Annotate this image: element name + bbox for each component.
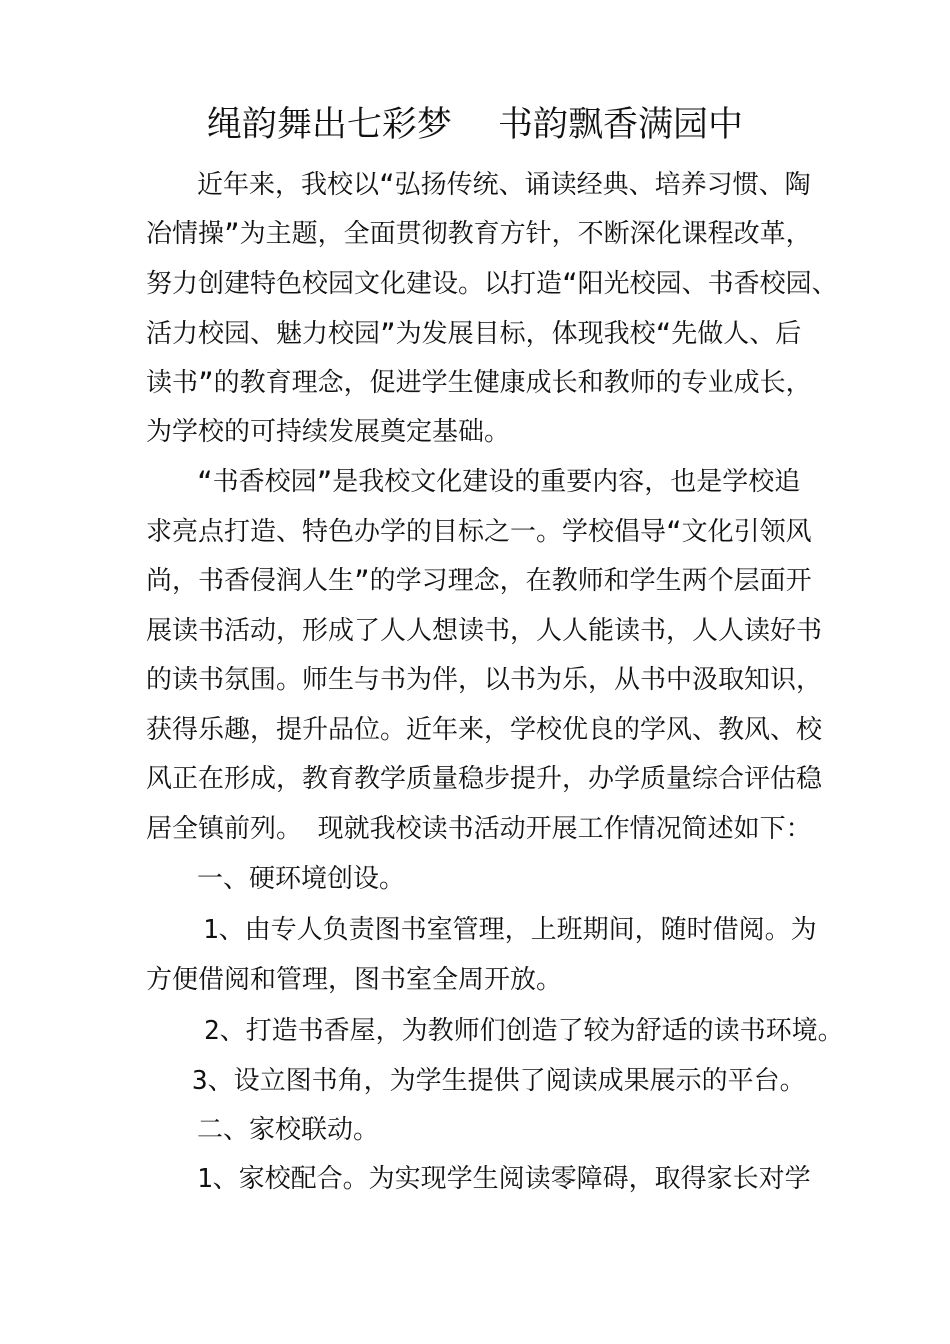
paragraph-line: 风正在形成，教育教学质量稳步提升，办学质量综合评估稳: [146, 764, 823, 794]
section-heading: 二、家校联动。: [197, 1115, 380, 1145]
paragraph-line: 3、设立图书角，为学生提供了阅读成果展示的平台。: [192, 1066, 806, 1096]
paragraph-line: 1、由专人负责图书室管理，上班期间，随时借阅。为: [203, 915, 817, 945]
paragraph-line: 居全镇前列。 现就我校读书活动开展工作情况简述如下：: [146, 814, 812, 844]
paragraph-line: 冶情操”为主题，全面贯彻教育方针，不断深化课程改革，: [146, 219, 812, 249]
paragraph-line: 方便借阅和管理，图书室全周开放。: [146, 965, 563, 995]
document-title: 绳韵舞出七彩梦 书韵飘香满园中: [206, 105, 744, 145]
paragraph-line: 尚，书香侵润人生”的学习理念，在教师和学生两个层面开: [146, 566, 812, 596]
section-heading: 一、硬环境创设。: [197, 864, 406, 894]
paragraph-line: 求亮点打造、特色办学的目标之一。学校倡导“文化引领风: [146, 517, 812, 547]
paragraph-line: 的读书氛围。师生与书为伴，以书为乐，从书中汲取知识，: [146, 665, 823, 695]
paragraph-line: “书香校园”是我校文化建设的重要内容，也是学校追: [197, 467, 801, 497]
paragraph-line: 展读书活动，形成了人人想读书，人人能读书，人人读好书: [146, 616, 823, 646]
paragraph-line: 读书”的教育理念，促进学生健康成长和教师的专业成长，: [146, 368, 812, 398]
paragraph-line: 获得乐趣，提升品位。近年来，学校优良的学风、教风、校: [146, 715, 823, 745]
paragraph-line: 近年来，我校以“弘扬传统、诵读经典、培养习惯、陶: [197, 170, 811, 200]
paragraph-line: 活力校园、魅力校园”为发展目标，体现我校“先做人、后: [146, 319, 802, 349]
paragraph-line: 为学校的可持续发展奠定基础。: [146, 417, 511, 447]
paragraph-line: 1、家校配合。为实现学生阅读零障碍，取得家长对学: [197, 1164, 811, 1194]
paragraph-line: 2、打造书香屋，为教师们创造了较为舒适的读书环境。: [204, 1016, 844, 1046]
paragraph-line: 努力创建特色校园文化建设。以打造“阳光校园、书香校园、: [146, 269, 838, 299]
